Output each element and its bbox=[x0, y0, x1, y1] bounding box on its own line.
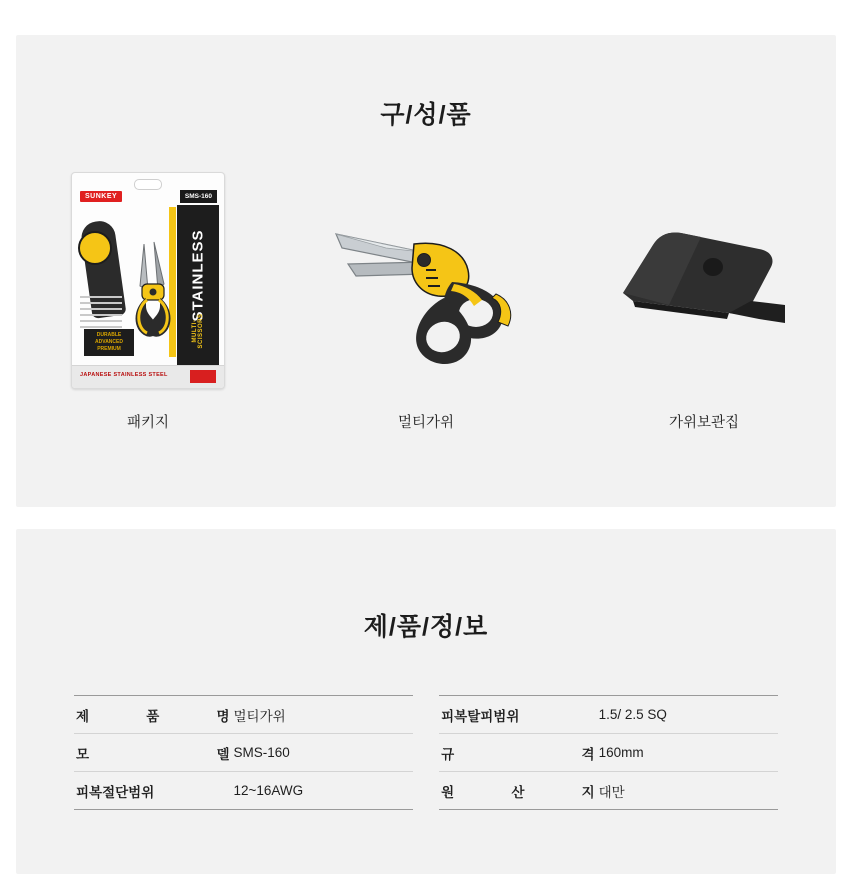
table-row bbox=[74, 733, 778, 771]
components-product-row bbox=[16, 171, 836, 432]
component-caption-scissors: 멀티가위 bbox=[397, 414, 455, 431]
spec-label-product-name: 제 품 명 bbox=[74, 695, 232, 733]
spec-value-strip-range: 1.5/ 2.5 SQ bbox=[597, 695, 778, 733]
package-red-mark bbox=[190, 370, 216, 383]
spec-table bbox=[74, 695, 778, 810]
spec-label-model: 모 델 bbox=[74, 733, 232, 771]
spec-label-size: 규 격 bbox=[439, 733, 597, 771]
multi-scissors-illustration bbox=[326, 186, 526, 376]
spec-value-model: SMS-160 bbox=[232, 733, 413, 771]
package-band-text: STAINLESS bbox=[189, 229, 207, 322]
package-bottom-text: JAPANESE STAINLESS STEEL bbox=[80, 372, 168, 379]
table-row bbox=[74, 771, 778, 809]
spec-label-strip-range: 피복탈피범위 bbox=[439, 695, 597, 733]
package-figure bbox=[48, 171, 248, 391]
components-title: 구/성/품 bbox=[380, 100, 472, 129]
component-item-package bbox=[48, 171, 248, 432]
spec-value-size: 160mm bbox=[597, 733, 778, 771]
product-info-section bbox=[16, 529, 836, 874]
spec-label-cut-range: 피복절단범위 bbox=[74, 771, 232, 809]
package-illustration bbox=[71, 172, 225, 389]
component-item-scissors bbox=[326, 171, 526, 432]
package-bottom-bar bbox=[72, 365, 224, 388]
spec-gap bbox=[413, 733, 439, 771]
component-item-sheath bbox=[604, 171, 804, 432]
product-info-title: 제/품/정/보 bbox=[363, 612, 489, 641]
package-scissors-icon bbox=[124, 238, 186, 348]
sheath-figure bbox=[604, 171, 804, 391]
package-model-tag: SMS-160 bbox=[180, 190, 217, 203]
component-caption-package: 패키지 bbox=[126, 414, 170, 431]
components-section bbox=[16, 35, 836, 507]
package-seal-badge-icon bbox=[78, 231, 112, 265]
table-row bbox=[74, 695, 778, 733]
spec-value-cut-range: 12~16AWG bbox=[232, 771, 413, 809]
spec-gap bbox=[413, 771, 439, 809]
scissors-sheath-illustration bbox=[609, 201, 799, 361]
component-caption-sheath: 가위보관집 bbox=[668, 414, 740, 431]
spec-label-origin: 원 산 지 bbox=[439, 771, 597, 809]
package-brand-label: SUNKEY bbox=[80, 191, 122, 202]
spec-value-product-name: 멀티가위 bbox=[232, 695, 413, 733]
spec-value-origin: 대만 bbox=[597, 771, 778, 809]
spec-table-wrapper bbox=[74, 695, 778, 810]
package-footnote: DURABLE ADVANCED PREMIUM bbox=[84, 329, 134, 356]
scissors-figure bbox=[326, 171, 526, 391]
package-band-subtext: MULTI-SCISSORS bbox=[192, 313, 204, 349]
package-hanging-hole bbox=[134, 179, 162, 190]
spec-gap bbox=[413, 695, 439, 733]
